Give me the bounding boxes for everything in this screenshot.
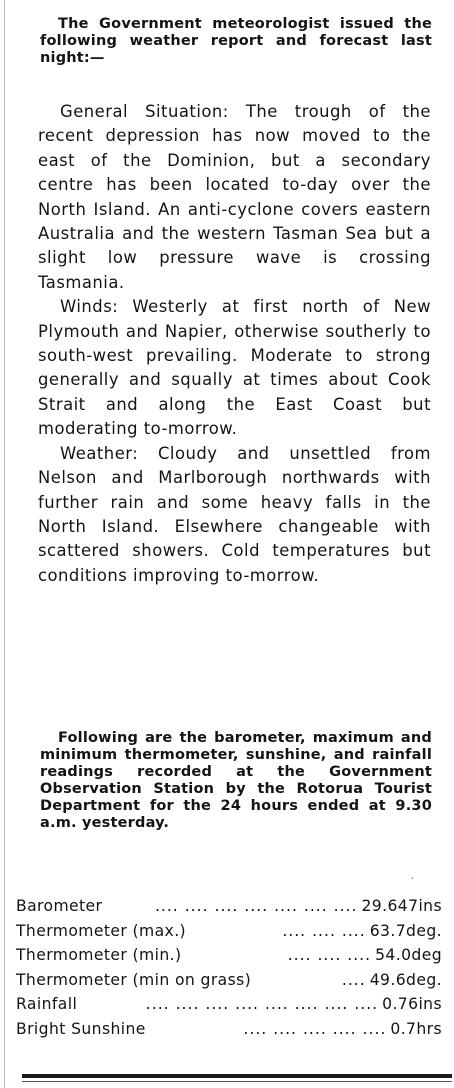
leader-dots: .... .... .... .... .... bbox=[243, 1019, 387, 1038]
reading-label: Thermometer (max.) bbox=[16, 921, 187, 940]
leader-dots: .... bbox=[341, 970, 366, 989]
leader-dots: .... .... .... bbox=[282, 921, 366, 940]
reading-label: Rainfall bbox=[16, 995, 78, 1014]
reading-row-thermometer-min bbox=[16, 943, 442, 968]
reading-label: Thermometer (min.) bbox=[16, 946, 182, 965]
reading-label: Bright Sunshine bbox=[16, 1019, 146, 1038]
reading-row-thermometer-grass bbox=[16, 968, 442, 993]
reading-value: 29.647ins bbox=[361, 897, 442, 915]
print-speck: ‘ bbox=[411, 876, 414, 885]
leader-dots: .... .... .... .... .... .... .... .... bbox=[145, 995, 379, 1014]
weather-paragraph: Weather: Cloudy and unsettled from Nelson and Marlborough northwards with further rain and some heavy falls in the North Island. Elsewhere changeable with scattered showers. Cold temperatures but conditions improving to-morrow. bbox=[38, 443, 431, 585]
reading-value: 0.76ins bbox=[382, 995, 442, 1014]
reading-row-bright-sunshine bbox=[16, 1017, 442, 1042]
leader-dots: .... .... .... .... .... .... .... bbox=[154, 897, 358, 915]
reading-value: 49.6deg. bbox=[369, 970, 442, 989]
reading-row-rainfall bbox=[16, 992, 442, 1017]
readings-table bbox=[16, 894, 442, 1042]
reading-row-thermometer-max bbox=[16, 919, 442, 944]
reading-value: 63.7deg. bbox=[369, 921, 442, 940]
report-intro: The Government meteorologist issued the following weather report and forecast last night:— bbox=[40, 16, 432, 66]
winds-paragraph: Winds: Westerly at first north of New Plymouth and Napier, otherwise southerly to south-west prevailing. Moderate to strong generally and squally at times about Cook Strait and along the East Coast but moderating to-morrow. bbox=[38, 297, 431, 439]
report-body bbox=[38, 100, 431, 588]
closing-rule-thin bbox=[22, 1081, 452, 1082]
reading-label: Barometer bbox=[16, 897, 103, 915]
column-rule bbox=[4, 0, 5, 1088]
closing-rule-thick bbox=[22, 1074, 452, 1078]
reading-value: 54.0deg bbox=[375, 946, 442, 965]
reading-value: 0.7hrs bbox=[390, 1019, 442, 1038]
general-situation-paragraph: General Situation: The trough of the recent depression has now moved to the east of the Dominion, but a secondary centre has been located to-day over the North Island. An anti-cyclone covers eastern Australia and the western Tasman Sea but a slight low pressure wave is crossing Tasmania. bbox=[38, 102, 431, 292]
reading-row-barometer bbox=[16, 894, 442, 919]
leader-dots: .... .... .... bbox=[287, 946, 372, 965]
readings-intro: Following are the barometer, maximum and minimum thermometer, sunshine, and rainfall readings recorded at the Government Observation Station by the Rotorua Tourist Department for the 24 hours ended at 9.30 a.m. yesterday. bbox=[40, 730, 432, 831]
reading-label: Thermometer (min on grass) bbox=[16, 970, 252, 989]
